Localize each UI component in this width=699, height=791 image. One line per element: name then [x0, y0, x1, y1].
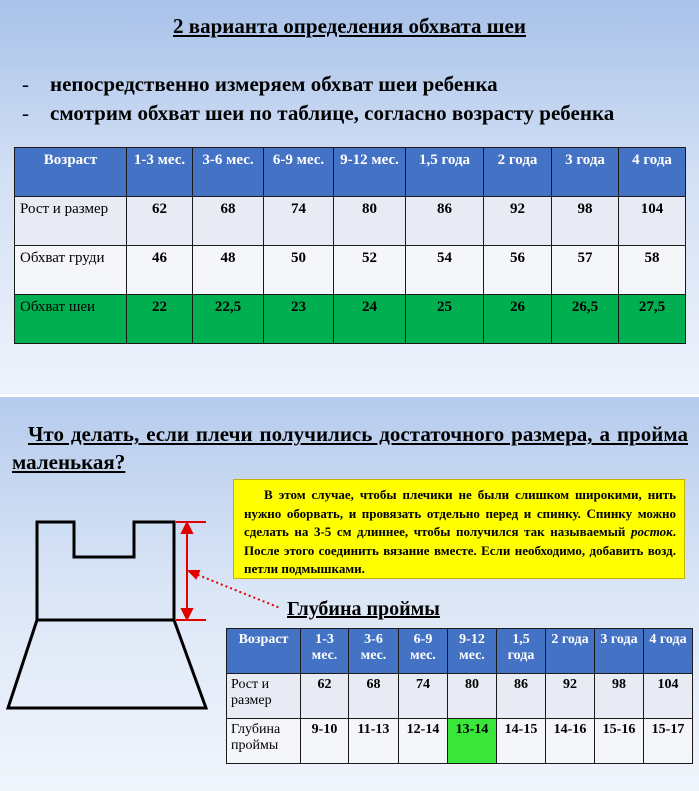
table-cell: 25 [406, 295, 484, 344]
header-cell: 9-12 мес. [334, 148, 406, 197]
table-cell: 14-16 [546, 719, 595, 764]
table-cell: 104 [644, 674, 693, 719]
row-label: Обхват шеи [15, 295, 127, 344]
pointer-arrow-icon [189, 571, 199, 578]
header-cell: 3 года [595, 629, 644, 674]
table-cell: 15-16 [595, 719, 644, 764]
header-cell: 4 года [644, 629, 693, 674]
table-cell: 50 [264, 246, 334, 295]
table-cell: 9-10 [301, 719, 349, 764]
header-cell: 2 года [546, 629, 595, 674]
table-cell: 14-15 [497, 719, 546, 764]
bullet-text: смотрим обхват шеи по таблице, согласно возрасту ребенка [50, 101, 615, 125]
depth-marker [176, 522, 280, 620]
table-cell: 46 [127, 246, 193, 295]
table-cell: 48 [193, 246, 264, 295]
header-cell: 6-9 мес. [264, 148, 334, 197]
table-cell: 58 [619, 246, 686, 295]
header-cell: 6-9 мес. [399, 629, 448, 674]
table-cell: 26 [484, 295, 552, 344]
armhole-depth-table [226, 628, 693, 764]
bullet-text: непосредственно измеряем обхват шеи ребенка [50, 72, 498, 96]
bullet-list [22, 70, 614, 128]
row-label: Рост и размер [15, 197, 127, 246]
table-header-row [15, 148, 686, 197]
table-cell: 98 [595, 674, 644, 719]
table-cell: 12-14 [399, 719, 448, 764]
table-row [227, 719, 693, 764]
question-text: Что делать, если плечи получились достаточного размера, а пройма маленькая? [12, 422, 688, 474]
table-cell: 80 [448, 674, 497, 719]
page-title: 2 варианта определения обхвата шеи [173, 14, 526, 38]
arrow-up-icon [182, 523, 192, 533]
header-cell: Возраст [227, 629, 301, 674]
table-cell: 62 [301, 674, 349, 719]
table-cell: 26,5 [552, 295, 619, 344]
skirt-shape [8, 620, 206, 708]
note-text: В этом случае, чтобы плечики не были слишком широкими, нить нужно оборвать, и провязать отдельно перед и спинку. Спинку можно сделать на 3-5 см длиннее, чтобы получился так называемый [244, 487, 676, 539]
table-cell: 104 [619, 197, 686, 246]
header-cell: 1-3 мес. [301, 629, 349, 674]
bullet-item [22, 70, 614, 99]
table-cell: 52 [334, 246, 406, 295]
garment-outline [8, 522, 206, 708]
table-row [15, 246, 686, 295]
table-row [227, 674, 693, 719]
dash-marker: - [22, 72, 29, 96]
bullet-item [22, 99, 614, 128]
table-cell: 92 [484, 197, 552, 246]
neck-size-table [14, 147, 686, 344]
row-label: Глубина проймы [227, 719, 301, 764]
note-term: росток [630, 524, 673, 539]
table-cell: 86 [406, 197, 484, 246]
header-cell: 2 года [484, 148, 552, 197]
row-label: Рост и размер [227, 674, 301, 719]
table-cell: 62 [127, 197, 193, 246]
header-cell: 1,5 года [497, 629, 546, 674]
header-cell: 3-6 мес. [193, 148, 264, 197]
note-box [233, 479, 685, 579]
table-cell: 80 [334, 197, 406, 246]
table-cell: 24 [334, 295, 406, 344]
dotted-pointer [193, 573, 280, 608]
table-cell: 57 [552, 246, 619, 295]
table-cell: 23 [264, 295, 334, 344]
header-cell: 3 года [552, 148, 619, 197]
table-cell: 11-13 [349, 719, 399, 764]
table-cell: 68 [193, 197, 264, 246]
row-label: Обхват груди [15, 246, 127, 295]
table-cell: 98 [552, 197, 619, 246]
table-cell: 56 [484, 246, 552, 295]
table-row-highlight [15, 295, 686, 344]
table-row [15, 197, 686, 246]
table-cell: 22,5 [193, 295, 264, 344]
table-cell: 86 [497, 674, 546, 719]
header-cell: 1-3 мес. [127, 148, 193, 197]
table-cell-highlight: 13-14 [448, 719, 497, 764]
table-cell: 54 [406, 246, 484, 295]
slide-top [0, 0, 699, 394]
table-header-row [227, 629, 693, 674]
table-cell: 27,5 [619, 295, 686, 344]
header-cell: Возраст [15, 148, 127, 197]
depth-label: Глубина проймы [287, 598, 440, 620]
table-cell: 92 [546, 674, 595, 719]
table-cell: 74 [264, 197, 334, 246]
header-cell: 1,5 года [406, 148, 484, 197]
note-text-end: . После этого соединить вязание вместе. Если необходимо, добавить возд. петли подмышками. [244, 524, 676, 576]
header-cell: 4 года [619, 148, 686, 197]
table-cell: 22 [127, 295, 193, 344]
table-cell: 74 [399, 674, 448, 719]
question-heading [12, 420, 688, 476]
arrow-down-icon [182, 609, 192, 619]
table-cell: 15-17 [644, 719, 693, 764]
bodice-shape [37, 522, 174, 620]
table-cell: 68 [349, 674, 399, 719]
header-cell: 9-12 мес. [448, 629, 497, 674]
header-cell: 3-6 мес. [349, 629, 399, 674]
dash-marker: - [22, 101, 29, 125]
